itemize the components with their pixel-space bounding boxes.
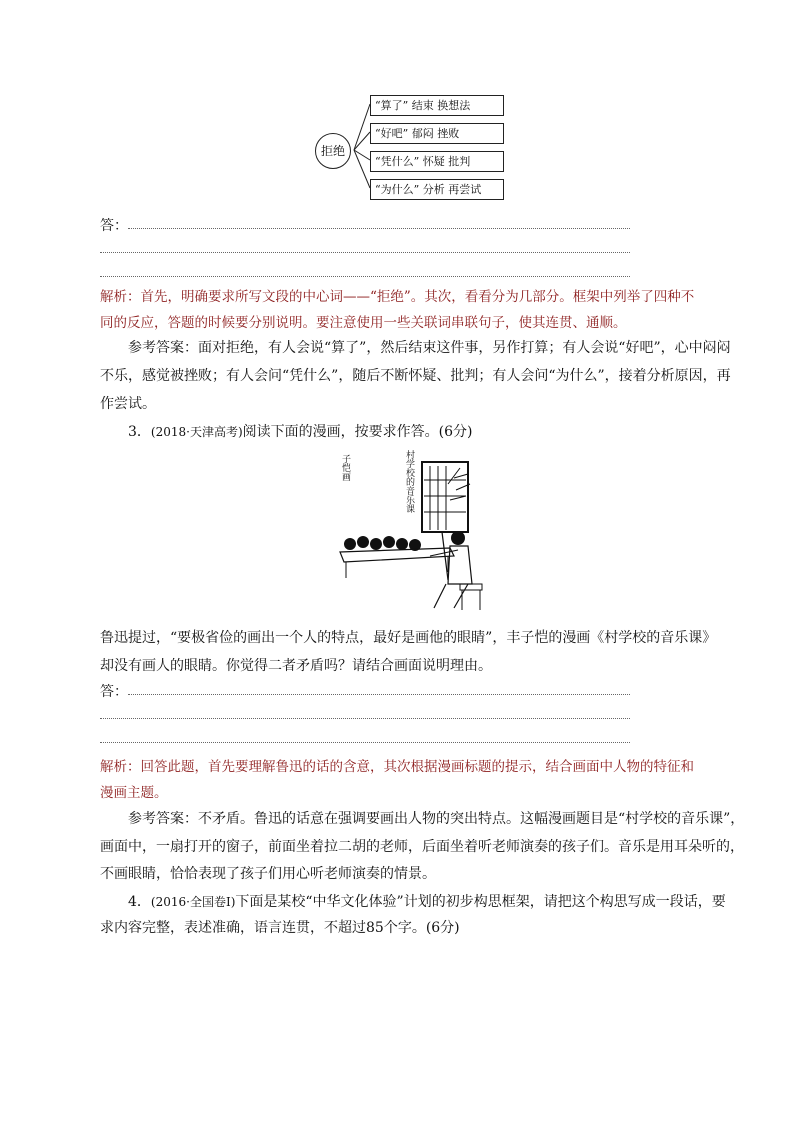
q3-number: 3． <box>128 424 151 440</box>
q4-text-1: 下面是某校“中华文化体验”计划的初步构思框架，请把这个构思写成一段话，要 <box>235 894 726 910</box>
q3-heading <box>128 422 472 442</box>
answer-line <box>100 742 630 743</box>
answer-line <box>100 718 630 719</box>
diagram-branch-1: “算了” 结束 换想法 <box>370 95 504 116</box>
answer-line <box>100 252 630 253</box>
q3-prompt: 阅读下面的漫画，按要求作答。(6分) <box>242 424 473 440</box>
q3-answer-line-2: 画面中，一扇打开的窗子，前面坐着拉二胡的老师，后面坐着听老师演奏的孩子们。音乐是用耳朵听的， <box>100 839 744 855</box>
q2-answer-line-2: 不乐，感觉被挫败；有人会问“凭什么”，随后不断怀疑、批判；有人会问“为什么”，接着分析原因，再 <box>100 368 731 384</box>
q3-body-line-2: 却没有画人的眼睛。你觉得二者矛盾吗？请结合画面说明理由。 <box>100 658 492 674</box>
q3-answer-line-1: 参考答案：不矛盾。鲁迅的话意在强调要画出人物的突出特点。这幅漫画题目是“村学校的音乐课”， <box>128 811 745 827</box>
q2-analysis-line-1: 解析：首先，明确要求所写文段的中心词——“拒绝”。其次，看看分为几部分。框架中列举了四种不 <box>100 289 695 305</box>
q4-number: 4． <box>128 894 151 910</box>
answer-label: 答： <box>100 684 128 700</box>
q3-analysis-line-2: 漫画主题。 <box>100 785 168 801</box>
q2-analysis-line-2: 同的反应，答题的时候要分别说明。要注意使用一些关联词串联句子，使其连贯、通顺。 <box>100 315 627 331</box>
q4-line-1 <box>128 892 726 912</box>
diagram-branch-3: “凭什么” 怀疑 批判 <box>370 151 504 172</box>
answer-line <box>128 228 630 229</box>
answer-line <box>100 276 630 277</box>
q2-answer-line-1: 参考答案：面对拒绝，有人会说“算了”，然后结束这件事，另作打算；有人会说“好吧”，心中闷闷 <box>128 340 731 356</box>
q4-line-2: 求内容完整，表述准确，语言连贯，不超过85个字。(6分) <box>100 920 460 936</box>
q3-answer-line-3: 不画眼睛，恰恰表现了孩子们用心听老师演奏的情景。 <box>100 866 436 882</box>
q3-source: (2018·天津高考) <box>150 425 243 439</box>
diagram-branch-4: “为什么” 分析 再尝试 <box>370 179 504 200</box>
comic-title: 村学校的音乐课 <box>404 450 414 513</box>
comic-illustration <box>330 444 490 614</box>
comic-signature: 子恺画 <box>340 454 350 481</box>
diagram-branch-2: “好吧” 郁闷 挫败 <box>370 123 504 144</box>
answer-label: 答： <box>100 218 128 234</box>
q4-source: (2016·全国卷Ⅰ) <box>150 895 236 909</box>
q3-body-line-1: 鲁迅提过，“要极省俭的画出一个人的特点，最好是画他的眼睛”，丰子恺的漫画《村学校的音乐课》 <box>100 630 717 646</box>
q3-analysis-line-1: 解析：回答此题，首先要理解鲁迅的话的含意，其次根据漫画标题的提示，结合画面中人物的特征和 <box>100 759 694 775</box>
answer-line <box>128 694 630 695</box>
diagram-center-node: 拒绝 <box>315 133 351 169</box>
q2-answer-line-3: 作尝试。 <box>100 396 156 412</box>
